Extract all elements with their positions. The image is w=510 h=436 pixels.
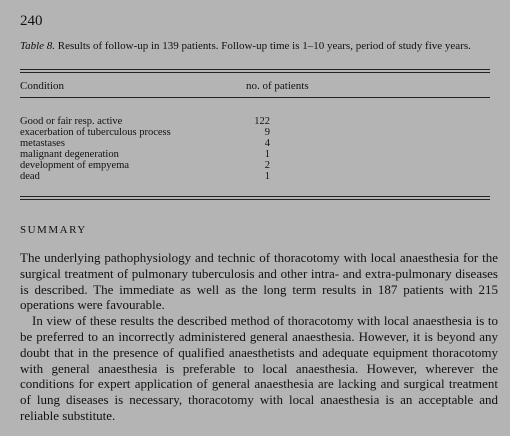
table-caption-label: Table 8. [20, 40, 56, 52]
table-row [20, 171, 270, 182]
column-header-condition: Condition [20, 80, 65, 92]
table-row [20, 138, 270, 149]
summary-paragraph: The underlying pathophysiology and technic of thoracotomy with local anaesthesia for the surgical treatment of pulmonary tuberculosis and other intra- and extra-pulmonary diseases is described. The immediate as well as the long term results in 187 patients with 215 operations were favourable. [20, 250, 498, 313]
table-top-rule [20, 69, 490, 73]
row-condition: development of empyema [20, 160, 130, 171]
table-caption [20, 40, 498, 53]
row-patients: 4 [264, 138, 270, 149]
table-bottom-rule [20, 196, 490, 200]
row-condition: dead [20, 171, 40, 182]
row-patients: 122 [254, 116, 270, 127]
column-header-patients: no. of patients [246, 80, 309, 92]
row-patients: 1 [264, 171, 270, 182]
row-patients: 2 [264, 160, 270, 171]
row-condition: metastases [20, 138, 65, 149]
table-row [20, 149, 270, 160]
summary-body [20, 250, 498, 424]
row-patients: 9 [264, 127, 270, 138]
summary-heading: SUMMARY [20, 224, 87, 236]
page-number: 240 [20, 13, 43, 29]
table-caption-text: Results of follow-up in 139 patients. Follow-up time is 1–10 years, period of study five years. [57, 40, 471, 52]
table-header-rule [20, 97, 490, 98]
row-patients: 1 [264, 149, 270, 160]
row-condition: exacerbation of tuberculous process [20, 127, 171, 138]
summary-paragraph: In view of these results the described method of thoracotomy with local anaesthesia is to be preferred to an incorrectly administered general anaesthesia. However, it is beyond any doubt that in the presence of qualified anaesthetists and adequate equipment thoracotomy with general anaesthesia is preferable to local anaesthesia. However, wherever the conditions for expert application of general anaesthesia are lacking and surgical treatment of lung diseases is necessary, thoracotomy with local anaesthesia is an acceptable and reliable substitute. [20, 313, 498, 423]
row-condition: Good or fair resp. active [20, 116, 123, 127]
table-row [20, 160, 270, 171]
table-row [20, 116, 270, 127]
row-condition: malignant degeneration [20, 149, 119, 160]
table-row [20, 127, 270, 138]
